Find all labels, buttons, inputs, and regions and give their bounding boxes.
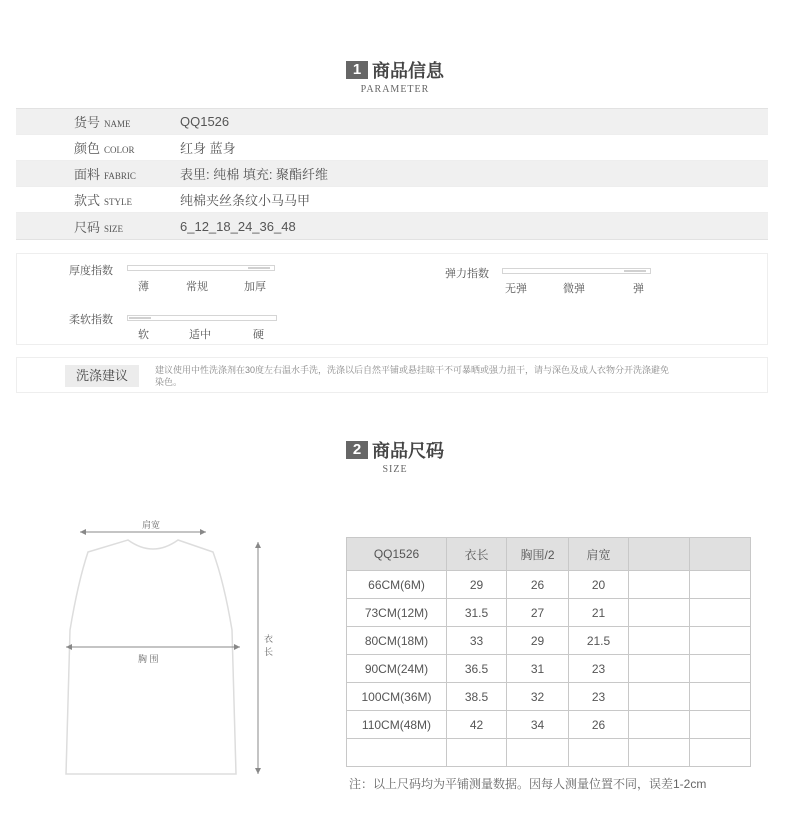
- shoulder-width-label: 肩宽: [142, 520, 161, 530]
- table-cell: [629, 571, 690, 599]
- softness-tick: 软: [138, 329, 149, 341]
- softness-index-label: 柔软指数: [69, 314, 113, 326]
- thickness-index-bar: [127, 265, 275, 271]
- section-subtitle: SIZE: [382, 464, 408, 475]
- table-cell: 23: [569, 683, 629, 711]
- table-cell: [690, 683, 751, 711]
- table-cell: [569, 739, 629, 767]
- table-cell: 21: [569, 599, 629, 627]
- vest-outline-icon: [58, 512, 288, 782]
- table-row: [347, 711, 751, 739]
- table-cell: [629, 627, 690, 655]
- table-row: [347, 571, 751, 599]
- table-cell: 42: [447, 711, 507, 739]
- table-cell: [690, 627, 751, 655]
- table-cell: [447, 739, 507, 767]
- param-label: 货号: [74, 115, 101, 130]
- column-header: 肩宽: [569, 538, 629, 571]
- table-cell: 90CM(24M): [347, 655, 447, 683]
- param-label-en: NAME: [104, 119, 131, 129]
- table-cell: 26: [507, 571, 569, 599]
- table-cell: 38.5: [447, 683, 507, 711]
- section-heading: 商品信息: [372, 61, 444, 81]
- table-row: [347, 683, 751, 711]
- table-row: [347, 655, 751, 683]
- thickness-index-fill: [248, 267, 270, 269]
- table-cell: 33: [447, 627, 507, 655]
- param-row-color: [16, 135, 768, 161]
- param-label-en: STYLE: [104, 197, 133, 207]
- section-heading: 商品尺码: [372, 441, 444, 461]
- table-cell: 110CM(48M): [347, 711, 447, 739]
- wash-advice-panel: [16, 357, 768, 393]
- table-cell: 29: [507, 627, 569, 655]
- table-cell: 20: [569, 571, 629, 599]
- table-cell: [629, 711, 690, 739]
- param-row-style: [16, 187, 768, 213]
- table-cell: 66CM(6M): [347, 571, 447, 599]
- table-cell: [690, 599, 751, 627]
- table-cell: [690, 739, 751, 767]
- elasticity-tick: 微弹: [563, 283, 585, 295]
- param-label: 面料: [74, 167, 101, 182]
- softness-tick: 适中: [189, 329, 211, 341]
- elasticity-index-label: 弹力指数: [445, 268, 489, 280]
- table-cell: [629, 599, 690, 627]
- table-row: [347, 739, 751, 767]
- thickness-tick: 加厚: [244, 281, 266, 293]
- softness-index-bar: [127, 315, 277, 321]
- param-label-en: FABRIC: [104, 171, 136, 181]
- table-cell: [629, 683, 690, 711]
- table-cell: 80CM(18M): [347, 627, 447, 655]
- thickness-index-label: 厚度指数: [69, 265, 113, 277]
- param-label: 颜色: [74, 141, 101, 156]
- wash-advice-text: 建议使用中性洗涤剂在30度左右温水手洗，洗涤以后自然平铺或悬挂晾干不可暴晒或强力扭干，请与深色及成人衣物分开洗涤避免染色。: [155, 365, 670, 387]
- parameter-table: [16, 108, 768, 240]
- table-cell: 100CM(36M): [347, 683, 447, 711]
- elasticity-tick: 弹: [633, 283, 644, 295]
- size-note: 注：以上尺码均为平铺测量数据。因每人测量位置不同，误差1-2cm: [349, 777, 707, 791]
- param-value: 6_12_18_24_36_48: [180, 218, 296, 234]
- section-number: 1: [346, 61, 368, 79]
- elasticity-tick: 无弹: [505, 283, 527, 295]
- table-cell: 34: [507, 711, 569, 739]
- column-header: QQ1526: [347, 538, 447, 571]
- table-cell: 23: [569, 655, 629, 683]
- section-subtitle: PARAMETER: [360, 84, 430, 95]
- param-value: 纯棉夹丝条纹小马马甲: [180, 193, 311, 208]
- param-value: 表里: 纯棉 填充: 聚酯纤维: [180, 167, 329, 182]
- param-row-size: [16, 213, 768, 239]
- table-cell: [347, 739, 447, 767]
- length-label: 衣 长: [264, 634, 274, 657]
- table-cell: [507, 739, 569, 767]
- table-cell: 27: [507, 599, 569, 627]
- table-cell: 29: [447, 571, 507, 599]
- section-title-parameter: [0, 57, 790, 95]
- softness-index-fill: [129, 317, 151, 319]
- param-label: 尺码: [74, 219, 101, 235]
- thickness-tick: 薄: [138, 281, 149, 293]
- table-cell: 26: [569, 711, 629, 739]
- thickness-tick: 常规: [186, 281, 208, 293]
- elasticity-index-fill: [624, 270, 646, 272]
- table-cell: [690, 571, 751, 599]
- param-value: QQ1526: [180, 114, 230, 129]
- table-row: [347, 627, 751, 655]
- vest-measure-diagram: [58, 512, 288, 787]
- table-cell: 32: [507, 683, 569, 711]
- param-row-name: [16, 109, 768, 135]
- table-cell: 36.5: [447, 655, 507, 683]
- size-table: [346, 537, 751, 767]
- table-cell: 73CM(12M): [347, 599, 447, 627]
- elasticity-index-bar: [502, 268, 651, 274]
- section-title-size: [0, 437, 790, 475]
- section-number: 2: [346, 441, 368, 459]
- softness-tick: 硬: [253, 329, 264, 341]
- chest-label: 胸 围: [138, 654, 159, 664]
- table-cell: 31.5: [447, 599, 507, 627]
- table-cell: [629, 655, 690, 683]
- table-row: [347, 599, 751, 627]
- column-header: [690, 538, 751, 571]
- table-cell: [629, 739, 690, 767]
- column-header: 衣长: [447, 538, 507, 571]
- index-panel: [16, 253, 768, 345]
- param-row-fabric: [16, 161, 768, 187]
- param-label-en: SIZE: [104, 223, 124, 234]
- param-label: 款式: [74, 193, 101, 208]
- size-table-header: [347, 538, 751, 571]
- table-cell: 21.5: [569, 627, 629, 655]
- table-cell: [690, 655, 751, 683]
- param-label-en: COLOR: [104, 145, 135, 155]
- table-cell: [690, 711, 751, 739]
- param-value: 红身 蓝身: [180, 141, 236, 156]
- table-cell: 31: [507, 655, 569, 683]
- column-header: [629, 538, 690, 571]
- wash-advice-label: 洗涤建议: [65, 365, 139, 387]
- column-header: 胸围/2: [507, 538, 569, 571]
